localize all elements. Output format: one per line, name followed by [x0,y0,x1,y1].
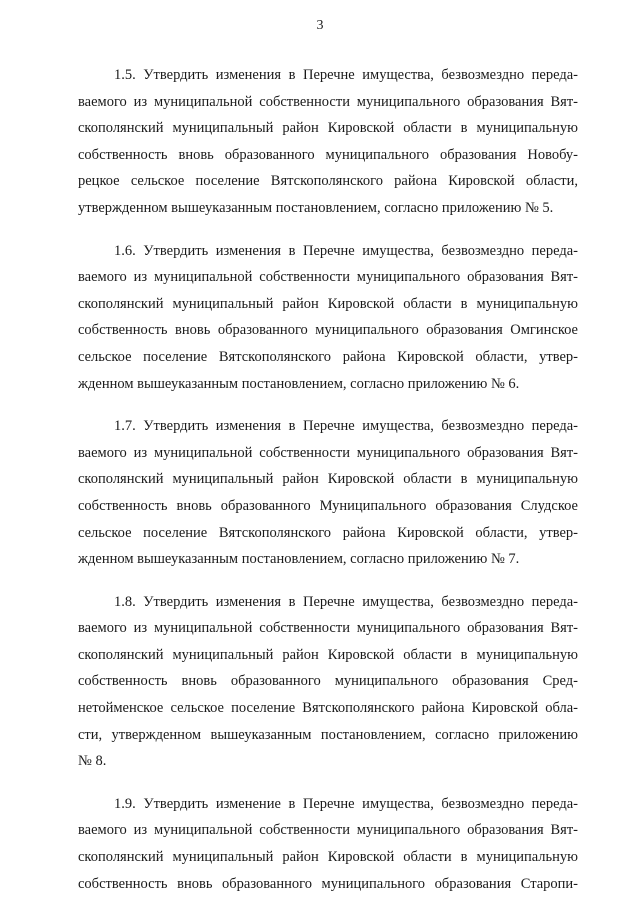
text-line: ваемого из муниципальной собственности муниципального образования Вят- [78,822,578,839]
paragraph-1-6 [78,238,578,398]
text-line: собственность вновь образованного муниципального образования Сред- [78,673,578,690]
text-line: скополянский муниципальный район Кировской области в муниципальную [78,849,578,866]
text-line: собственность вновь образованного муниципального образования Новобу- [78,146,578,163]
text-line: скополянский муниципальный район Кировской области в муниципальную [78,471,578,488]
paragraph-1-8 [78,589,578,775]
text-line: сти, утвержденном вышеуказанным постановлением, согласно приложению [78,726,578,743]
text-line: 1.6. Утвердить изменения в Перечне имущества, безвозмездно переда- [114,242,578,259]
text-line: 1.8. Утвердить изменения в Перечне имущества, безвозмездно переда- [114,593,578,610]
text-line: № 8. [78,753,107,770]
text-line: скополянский муниципальный район Кировской области в муниципальную [78,120,578,137]
text-line: жденном вышеуказанным постановлением, согласно приложению № 6. [78,375,520,392]
text-line: сельское поселение Вятскополянского района Кировской области, утвер- [78,348,578,365]
text-line: ваемого из муниципальной собственности муниципального образования Вят- [78,269,578,286]
page-number: 3 [316,18,324,33]
text-line: собственность вновь образованного муниципального образования Старопи- [78,875,578,892]
text-line: 1.7. Утвердить изменения в Перечне имущества, безвозмездно переда- [114,418,578,435]
paragraph-1-9 [78,791,578,897]
text-line: собственность вновь образованного Муниципального образования Слудское [78,497,578,514]
text-line: сельское поселение Вятскополянского района Кировской области, утвер- [78,524,578,541]
paragraph-gap [78,222,578,238]
paragraph-1-7 [78,413,578,573]
text-line: жденном вышеуказанным постановлением, согласно приложению № 7. [78,551,520,568]
text-line: 1.5. Утвердить изменения в Перечне имущества, безвозмездно переда- [114,67,578,83]
paragraph-gap [78,573,578,589]
text-line: скополянский муниципальный район Кировской области в муниципальную [78,646,578,663]
document-body [78,62,578,897]
text-line: ваемого из муниципальной собственности муниципального образования Вят- [78,93,578,110]
text-line: скополянский муниципальный район Кировской области в муниципальную [78,295,578,312]
paragraph-gap [78,775,578,791]
paragraph-gap [78,397,578,413]
text-line: утвержденном вышеуказанным постановлением, согласно приложению № 5. [78,199,554,216]
text-line: ваемого из муниципальной собственности муниципального образования Вят- [78,620,578,637]
paragraph-1-5 [78,62,578,222]
text-line: собственность вновь образованного муниципального образования Омгинское [78,322,578,339]
text-line: рецкое сельское поселение Вятскополянского района Кировской области, [78,173,578,190]
text-line: 1.9. Утвердить изменение в Перечне имущества, безвозмездно переда- [114,795,578,812]
text-line: нетойменское сельское поселение Вятскополянского района Кировской обла- [78,700,578,717]
text-line: ваемого из муниципальной собственности муниципального образования Вят- [78,444,578,461]
